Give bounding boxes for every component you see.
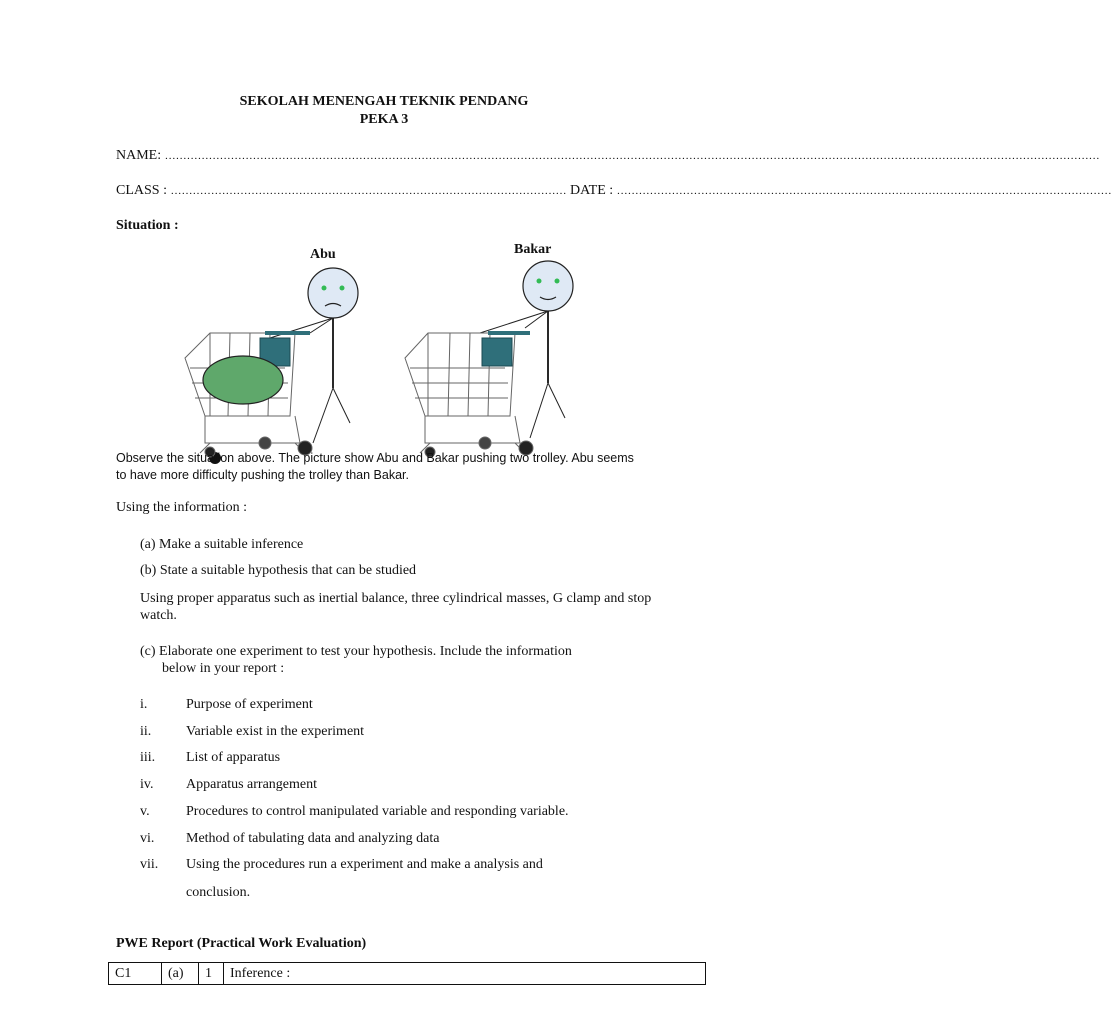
trolley-illustration: [170, 238, 590, 463]
pwe-criteria[interactable]: Inference :: [224, 963, 706, 985]
abu-head: [308, 268, 358, 318]
task-c-line2: below in your report :: [162, 661, 285, 676]
task-a: (a) Make a suitable inference: [140, 537, 304, 552]
date-label: DATE :: [569, 183, 614, 198]
name-line: [116, 148, 1100, 164]
using-info: Using the information :: [116, 500, 248, 515]
pwe-code: C1: [109, 963, 162, 985]
class-dots[interactable]: ………………………………………………………………………………………………: [170, 185, 567, 197]
name-label: NAME:: [116, 148, 162, 163]
name-dots[interactable]: …………………………………………………………………………………………………………………………………………………………………………………………………………………………………: [164, 150, 1100, 162]
label-abu: Abu: [310, 247, 336, 262]
report-item-2: Variable exist in the experiment: [186, 724, 365, 739]
task-c-line1: (c) Elaborate one experiment to test your hypothesis. Include the information: [140, 644, 572, 659]
situation-heading: Situation :: [116, 218, 179, 233]
heavy-load-box: [203, 356, 283, 404]
pwe-table: [108, 962, 706, 985]
report-item-7-cont: conclusion.: [186, 885, 251, 900]
report-item-1-num: i.: [140, 697, 148, 712]
report-item-2-num: ii.: [140, 724, 152, 739]
report-item-4: Apparatus arrangement: [186, 777, 317, 792]
report-item-5: Procedures to control manipulated variable and responding variable.: [186, 804, 569, 819]
peka-title: PEKA 3: [359, 112, 409, 127]
task-b: (b) State a suitable hypothesis that can be studied: [140, 563, 417, 578]
pwe-heading: PWE Report (Practical Work Evaluation): [116, 936, 367, 951]
school-title: SEKOLAH MENENGAH TEKNIK PENDANG: [239, 94, 529, 109]
report-item-7-num: vii.: [140, 857, 159, 872]
report-item-5-num: v.: [140, 804, 150, 819]
report-item-3-num: iii.: [140, 750, 156, 765]
date-dots[interactable]: ………………………………………………………………………………………………………………………: [616, 185, 1112, 197]
class-label: CLASS :: [116, 183, 167, 198]
report-item-6-num: vi.: [140, 831, 155, 846]
report-item-1: Purpose of experiment: [186, 697, 313, 712]
apparatus-note: Using proper apparatus such as inertial balance, three cylindrical masses, G clamp and stop watch.: [140, 591, 652, 623]
pwe-part: (a): [162, 963, 199, 985]
report-item-4-num: iv.: [140, 777, 154, 792]
report-item-3: List of apparatus: [186, 750, 281, 765]
bakar-head: [523, 261, 573, 311]
bakar-trolley: [405, 333, 533, 457]
report-item-7: Using the procedures run a experiment and make a analysis and: [186, 857, 543, 872]
table-row: [109, 963, 706, 985]
observation-text: Observe the situation above. The picture show Abu and Bakar pushing two trolley. Abu seems to have more difficulty pushing the trolley than Bakar.: [116, 451, 634, 482]
pwe-score: 1: [199, 963, 224, 985]
report-item-6: Method of tabulating data and analyzing data: [186, 831, 440, 846]
class-date-line: [116, 183, 1112, 199]
label-bakar: Bakar: [514, 242, 552, 257]
